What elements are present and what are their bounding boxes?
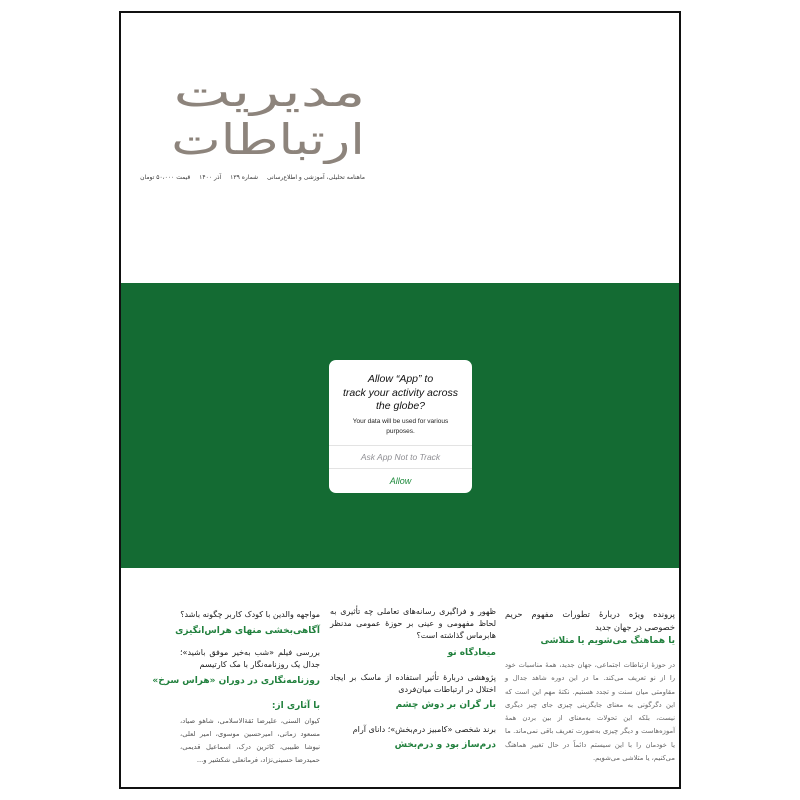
contributors-list: کیوان السنی، علیرضا ثقةالاسلامی، شاهو صیاد، مسعود زمانی، امیرحسین موسوی، امیر لعلی، نیوشا طبیبی، کاترین درک، اسماعیل قدیمی، حمیدرضا حسینی‌نژاد، فرمانعلی شکشیر و... [180, 716, 320, 764]
feature-kicker: پژوهشی دربارهٔ تأثیر استفاده از ماسک بر ایجاد اختلال در ارتباطات میان‌فردی [330, 673, 496, 694]
cover-price: قیمت ۵۰،۰۰۰ تومان [140, 174, 191, 181]
feature-headline: روزنامه‌نگاری در دوران «هراس سرخ» [152, 675, 320, 686]
logo-word-modiriyat: مدیریت [173, 67, 365, 116]
magazine-tagline: ماهنامه تحلیلی، آموزشی و اطلاع‌رسانی [267, 174, 365, 181]
contributors-heading: با آثاری از: [271, 700, 320, 711]
issue-date: آذر ۱۴۰۰ [199, 174, 222, 181]
feature-headline: میعادگاه نو [447, 648, 496, 658]
feature-headline: آگاهی‌بخشی منهای هراس‌انگیزی [175, 625, 320, 636]
feature-kicker: برند شخصی «کامبیز درم‌بخش»؛ دانای آرام [352, 725, 496, 734]
masthead-meta [141, 173, 365, 183]
feature-kicker: مواجهه والدین با کودک کاربر چگونه باشد؟ [180, 610, 320, 619]
dialog-message: Your data will be used for various purposes. [352, 418, 449, 435]
dialog-title-line: the globe? [375, 400, 426, 412]
dialog-title-line: track your activity across [343, 386, 458, 399]
feature-kicker: ظهور و فراگیری رسانه‌های تعاملی چه تأثیری به لحاظ مفهومی و عینی بر حوزهٔ عمومی مدنظر هابرماس گذاشته است؟ [330, 607, 496, 640]
feature-body: در حوزهٔ ارتباطات اجتماعی، جهان جدید، همهٔ مناسبات خود را از نو تعریف می‌کند. ما در این دوره شاهد جدال و مقاومتی میان سنت و تجدد هستیم. نکتهٔ مهم این است که این دگرگونی به معنای جایگزینی چیزی جای چیز دیگری نیست، بلکه این تحولات به‌معنای از بین بردن همهٔ آموزه‌هاست و دیگر چیزی به‌صورت تعریف باقی نمی‌ماند. ما یا خودمان را با این سیستم دائماً در حال تغییر هماهنگ می‌کنیم، یا متلاشی می‌شویم. [505, 661, 675, 763]
allow-button[interactable]: Allow [389, 476, 412, 486]
dialog-title-line: Allow “App” to [367, 373, 434, 385]
feature-kicker: بررسی فیلم «شب به‌خیر موفق باشید»؛ جدال یک روزنامه‌نگار با مک کارتیسم [180, 647, 320, 669]
feature-column-right [505, 608, 675, 765]
green-band [121, 283, 679, 568]
feature-column-middle [330, 606, 496, 752]
ask-not-to-track-button[interactable]: Ask App Not to Track [360, 452, 441, 462]
magazine-logo [141, 68, 365, 164]
dialog-title [329, 373, 472, 414]
issue-number: شماره ۱۳۹ [230, 174, 259, 181]
magazine-cover [119, 11, 681, 789]
feature-column-left [152, 609, 320, 767]
feature-headline: بار گران بر دوش چشم [395, 700, 496, 710]
logo-word-ertebatat: ارتباطات [171, 115, 365, 164]
feature-headline: یا هماهنگ می‌شویم یا متلاشی [540, 636, 675, 646]
feature-kicker: پرونده ویژه دربارهٔ تطورات مفهوم حریم خصوصی در جهان جدید [505, 609, 675, 632]
tracking-permission-dialog [329, 360, 472, 493]
feature-headline: درم‌ساز بود و درم‌بخش [394, 740, 496, 750]
